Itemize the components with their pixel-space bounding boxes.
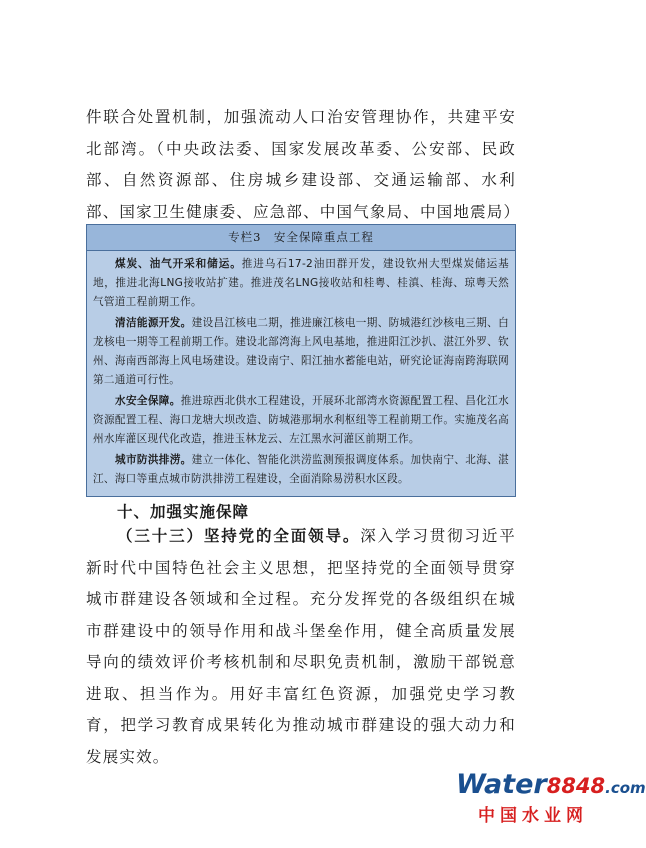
- section-paragraph-lead: （三十三）坚持党的全面领导。: [117, 527, 361, 545]
- column-item-lead: 煤炭、油气开采和储运。: [115, 258, 242, 270]
- logo-number: 8848: [546, 774, 606, 798]
- logo-subtitle: 中国水业网: [478, 806, 588, 826]
- column-item-clean-energy: [93, 314, 509, 390]
- column-item-lead: 城市防洪排涝。: [115, 454, 192, 466]
- logo-suffix: .com: [605, 779, 646, 797]
- column-item-text: 推进琼西北供水工程建设，开展环北部湾水资源配置工程、昌化江水资源配置工程、海口龙塘大坝改造、防城港那垌水利枢纽等工程前期工作。实施茂名高州水库灌区现代化改造，推进玉林龙云、左江黑水河灌区前期工作。: [93, 395, 509, 445]
- section-heading: 十、加强实施保障: [117, 503, 250, 521]
- column-box-title: 专栏3 安全保障重点工程: [87, 225, 515, 251]
- logo-word: Water: [456, 769, 547, 800]
- column-box: [86, 224, 516, 497]
- column-item-lead: 水安全保障。: [115, 395, 181, 407]
- section-paragraph: [86, 521, 516, 773]
- column-item-lead: 清洁能源开发。: [115, 317, 192, 329]
- water8848-logo: [456, 769, 646, 840]
- column-item-text: 推进乌石17-2油田群开发，建设钦州大型煤炭储运基地，推进北海LNG接收站扩建。推进茂名LNG接收站和桂粤、桂滇、桂海、琼粤天然气管道工程前期工作。: [93, 258, 509, 308]
- column-item-flood-control: [93, 451, 509, 489]
- column-item-text: 建设昌江核电二期，推进廉江核电一期、防城港红沙核电三期、白龙核电一期等工程前期工作。建设北部湾海上风电基地，推进阳江沙扒、湛江外罗、钦州、海南西部海上风电场建设。建设南宁、阳江抽水蓄能电站，研究论证海南跨海联网第二通道可行性。: [93, 317, 509, 386]
- column-item-coal-oil-gas: [93, 255, 509, 312]
- column-box-body: [87, 251, 515, 489]
- section-paragraph-text: 深入学习贯彻习近平新时代中国特色社会主义思想，把坚持党的全面领导贯穿城市群建设各领域和全过程。充分发挥党的各级组织在城市群建设中的领导作用和战斗堡垒作用，健全高质量发展导向的绩效评价考核机制和尽职免责机制，激励干部锐意进取、担当作为。用好丰富红色资源，加强党史学习教育，把学习教育成果转化为推动城市群建设的强大动力和发展实效。: [86, 527, 516, 766]
- column-item-text: 建立一体化、智能化洪涝监测预报调度体系。加快南宁、北海、湛江、海口等重点城市防洪排涝工程建设，全面消除易涝积水区段。: [93, 454, 509, 485]
- logo-wordmark: [456, 769, 646, 803]
- column-item-water-security: [93, 392, 509, 449]
- intro-paragraph: 件联合处置机制，加强流动人口治安管理协作，共建平安北部湾。（中央政法委、国家发展改革委、公安部、民政部、自然资源部、住房城乡建设部、交通运输部、水利部、国家卫生健康委、应急部、中国气象局、中国地震局）: [86, 108, 521, 221]
